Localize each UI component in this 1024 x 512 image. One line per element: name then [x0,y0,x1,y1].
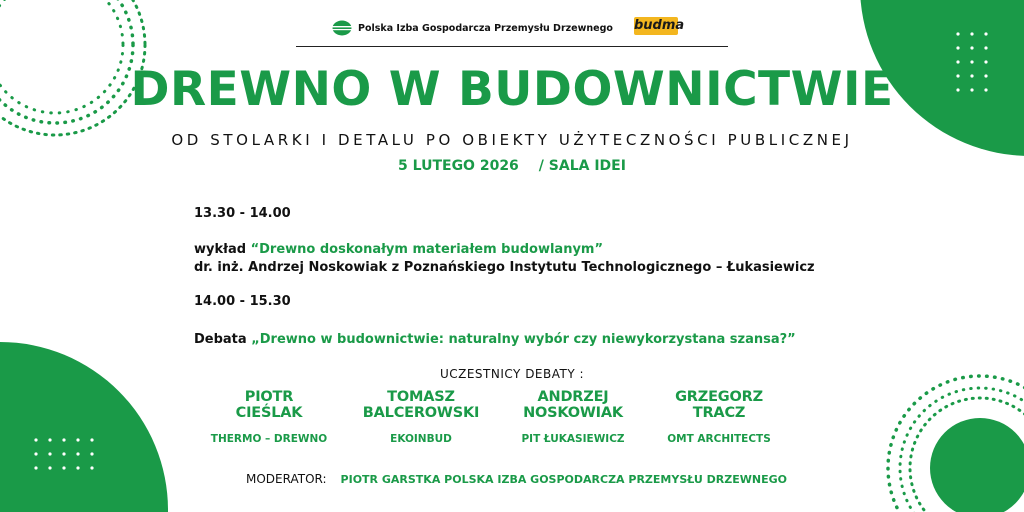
moderator-name: PIOTR GARSTKA POLSKA IZBA GOSPODARCZA PRZEMYSŁU DRZEWNEGO [340,473,788,486]
participant-card [184,389,354,445]
slot1-type: wykład [194,242,247,257]
participants-label: UCZESTNICY DEBATY : [439,367,585,381]
pig-logo-text: Polska Izba Gospodarcza Przemysłu Drzewnego [358,22,613,34]
participant-org: EKOINBUD [390,433,452,445]
participant-last-name: NOSKOWIAK [523,405,623,421]
participant-last-name: BALCEROWSKI [362,405,480,421]
slot2-line [194,332,796,347]
slot2-topic: „Drewno w budownictwie: naturalny wybór czy niewykorzystana szansa?” [251,332,796,347]
event-date: 5 LUTEGO 2026 [398,158,519,174]
event-title: DREWNO W BUDOWNICTWIE [130,62,894,117]
decor-bottom-right [874,362,1024,512]
slot2-type: Debata [194,332,247,347]
header-divider [296,46,728,47]
participant-first-name: ANDRZEJ [537,389,609,405]
participant-last-name: TRACZ [692,405,746,421]
slot1-time: 13.30 - 14.00 [194,206,291,221]
participant-card [336,389,506,445]
event-date-venue [0,158,1024,174]
header-logos [296,14,728,44]
pig-logo [332,20,613,36]
event-subtitle: OD STOLARKI I DETALU PO OBIEKTY UŻYTECZNOŚCI PUBLICZNEJ [171,131,853,149]
participant-card [634,389,804,445]
moderator-label: MODERATOR: [246,472,327,486]
participant-card [488,389,658,445]
participant-last-name: CIEŚLAK [235,405,303,421]
pig-emblem-icon [332,20,352,36]
slot1-line [194,242,603,257]
participant-org: PIT ŁUKASIEWICZ [521,433,625,445]
participant-first-name: TOMASZ [387,389,455,405]
budma-logo: budma [634,18,685,33]
slot1-speaker: dr. inż. Andrzej Noskowiak z Poznańskiego Instytutu Technologicznego – Łukasiewicz [194,260,815,275]
event-venue: / SALA IDEI [538,158,626,174]
slot1-topic: “Drewno doskonałym materiałem budowlanym” [250,242,604,257]
participant-org: THERMO – DREWNO [210,433,328,445]
participant-first-name: PIOTR [244,389,294,405]
slot2-time: 14.00 - 15.30 [194,294,291,309]
participant-first-name: GRZEGORZ [675,389,763,405]
moderator-line [246,472,787,486]
participant-org: OMT ARCHITECTS [667,433,771,445]
